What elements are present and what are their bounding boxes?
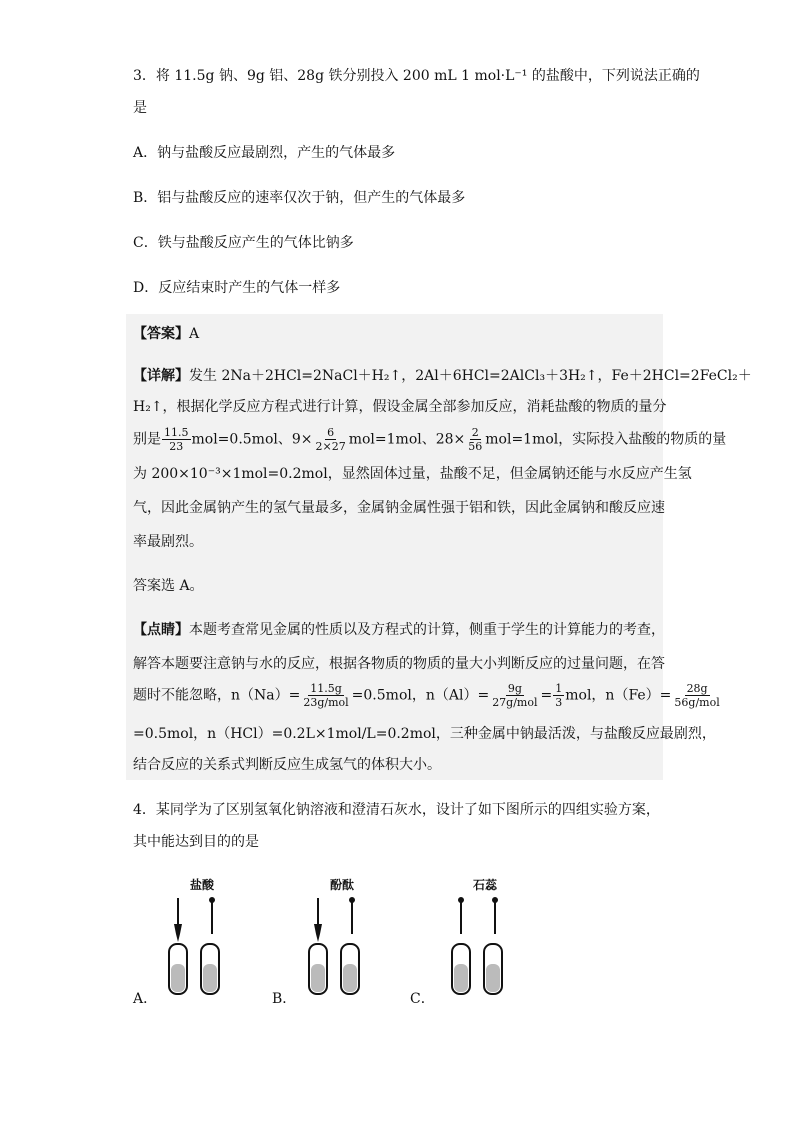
q4-option-b: B． — [272, 991, 297, 1007]
frac-num: 2 — [471, 426, 479, 439]
c-fraction-3 — [553, 682, 564, 709]
q4-stem-line2: 其中能达到目的的是 — [133, 834, 259, 850]
frac-den: 56g/mol — [674, 696, 720, 709]
answer-line — [133, 324, 199, 344]
answer-box — [126, 314, 752, 780]
frac-den: 2×27 — [315, 440, 346, 453]
final-answer: 答案选 A。 — [133, 578, 204, 594]
detail-line2: H₂↑，根据化学反应方程式进行计算，假设金属全部参加反应，消耗盐酸的物质的量分 — [133, 399, 667, 415]
frac-num: 11.5 — [164, 426, 189, 439]
comment-text1: 本题考查常见金属的性质以及方程式的计算，侧重于学生的计算能力的考查， — [189, 622, 665, 638]
answer-tag: 【答案】 — [133, 326, 189, 342]
detail-text3: 别是 — [133, 431, 161, 448]
detail-line6: 率最剧烈。 — [133, 534, 203, 550]
detail-tag: 【详解】 — [133, 368, 189, 384]
q4-stem-line1: 4．某同学为了区别氢氧化钠溶液和澄清石灰水，设计了如下图所示的四组实验方案， — [133, 802, 660, 818]
comment-text3: 题时不能忽略，n（Na）= — [133, 687, 301, 704]
test-tube-pair-icon — [443, 894, 523, 1019]
detail-text3c: mol=1mol、28× — [348, 431, 466, 448]
detail-line3 — [133, 426, 726, 453]
comment-line3 — [133, 682, 723, 709]
frac-den: 23g/mol — [303, 696, 349, 709]
detail-line1 — [133, 366, 752, 386]
frac-num: 6 — [327, 426, 335, 439]
q3-stem-line2: 是 — [133, 100, 147, 116]
fraction-1 — [162, 426, 191, 453]
reagent-label-a: 盐酸 — [189, 878, 214, 892]
frac-num: 1 — [555, 682, 563, 695]
q3-option-d: D．反应结束时产生的气体一样多 — [133, 280, 341, 296]
q3-option-c: C．铁与盐酸反应产生的气体比钠多 — [133, 235, 354, 251]
detail-text3d: mol=1mol，实际投入盐酸的物质的量 — [485, 431, 727, 448]
comment-text3c: mol，n（Fe）= — [565, 687, 672, 704]
test-tube-pair-icon — [160, 894, 240, 1019]
frac-den: 56 — [468, 440, 483, 453]
fraction-2 — [314, 426, 348, 453]
reagent-label-c: 石蕊 — [472, 878, 497, 892]
frac-den: 23 — [169, 440, 184, 453]
test-tube-pair-icon — [300, 894, 380, 1019]
frac-den: 3 — [555, 696, 563, 709]
detail-text1: 发生 2Na＋2HCl=2NaCl＋H₂↑，2Al＋6HCl=2AlCl₃＋3H₂↑，Fe＋2HCl=2FeCl₂＋ — [189, 368, 752, 384]
c-fraction-1 — [301, 682, 350, 709]
q4-option-c: C． — [410, 991, 435, 1007]
frac-num: 9g — [507, 682, 522, 695]
q3-stem-line1: 3．将 11.5g 钠、9g 铝、28g 铁分别投入 200 mL 1 mol·L⁻¹ 的盐酸中，下列说法正确的 — [133, 68, 700, 84]
comment-line1 — [133, 620, 665, 640]
frac-num: 11.5g — [310, 682, 342, 695]
comment-line4: =0.5mol，n（HCl）=0.2L×1mol/L=0.2mol，三种金属中钠最活泼，与盐酸反应最剧烈， — [133, 726, 716, 742]
c-fraction-4 — [672, 682, 721, 709]
answer-value: A — [189, 326, 200, 342]
detail-text3b: mol=0.5mol、9× — [191, 431, 313, 448]
q4-option-a: A． — [133, 991, 158, 1007]
detail-line4: 为 200×10⁻³×1mol=0.2mol，显然固体过量，盐酸不足，但金属钠还能与水反应产生氢 — [133, 466, 692, 482]
comment-line2: 解答本题要注意钠与水的反应，根据各物质的物质的量大小判断反应的过量问题，在答 — [133, 656, 665, 672]
q3-option-a: A．钠与盐酸反应最剧烈，产生的气体最多 — [133, 145, 396, 161]
comment-line5: 结合反应的关系式判断反应生成氢气的体积大小。 — [133, 757, 441, 773]
detail-line5: 气，因此金属钠产生的氢气量最多，金属钠金属性强于铝和铁，因此金属钠和酸反应速 — [133, 500, 665, 516]
fraction-3 — [466, 426, 484, 453]
frac-den: 27g/mol — [492, 696, 538, 709]
reagent-label-b: 酚酞 — [329, 878, 354, 892]
comment-tag: 【点睛】 — [133, 622, 189, 638]
comment-eq: = — [540, 687, 553, 704]
q3-option-b: B．铝与盐酸反应的速率仅次于钠，但产生的气体最多 — [133, 190, 466, 206]
comment-text3b: =0.5mol，n（Al）= — [351, 687, 490, 704]
frac-num: 28g — [686, 682, 708, 695]
c-fraction-2 — [490, 682, 539, 709]
